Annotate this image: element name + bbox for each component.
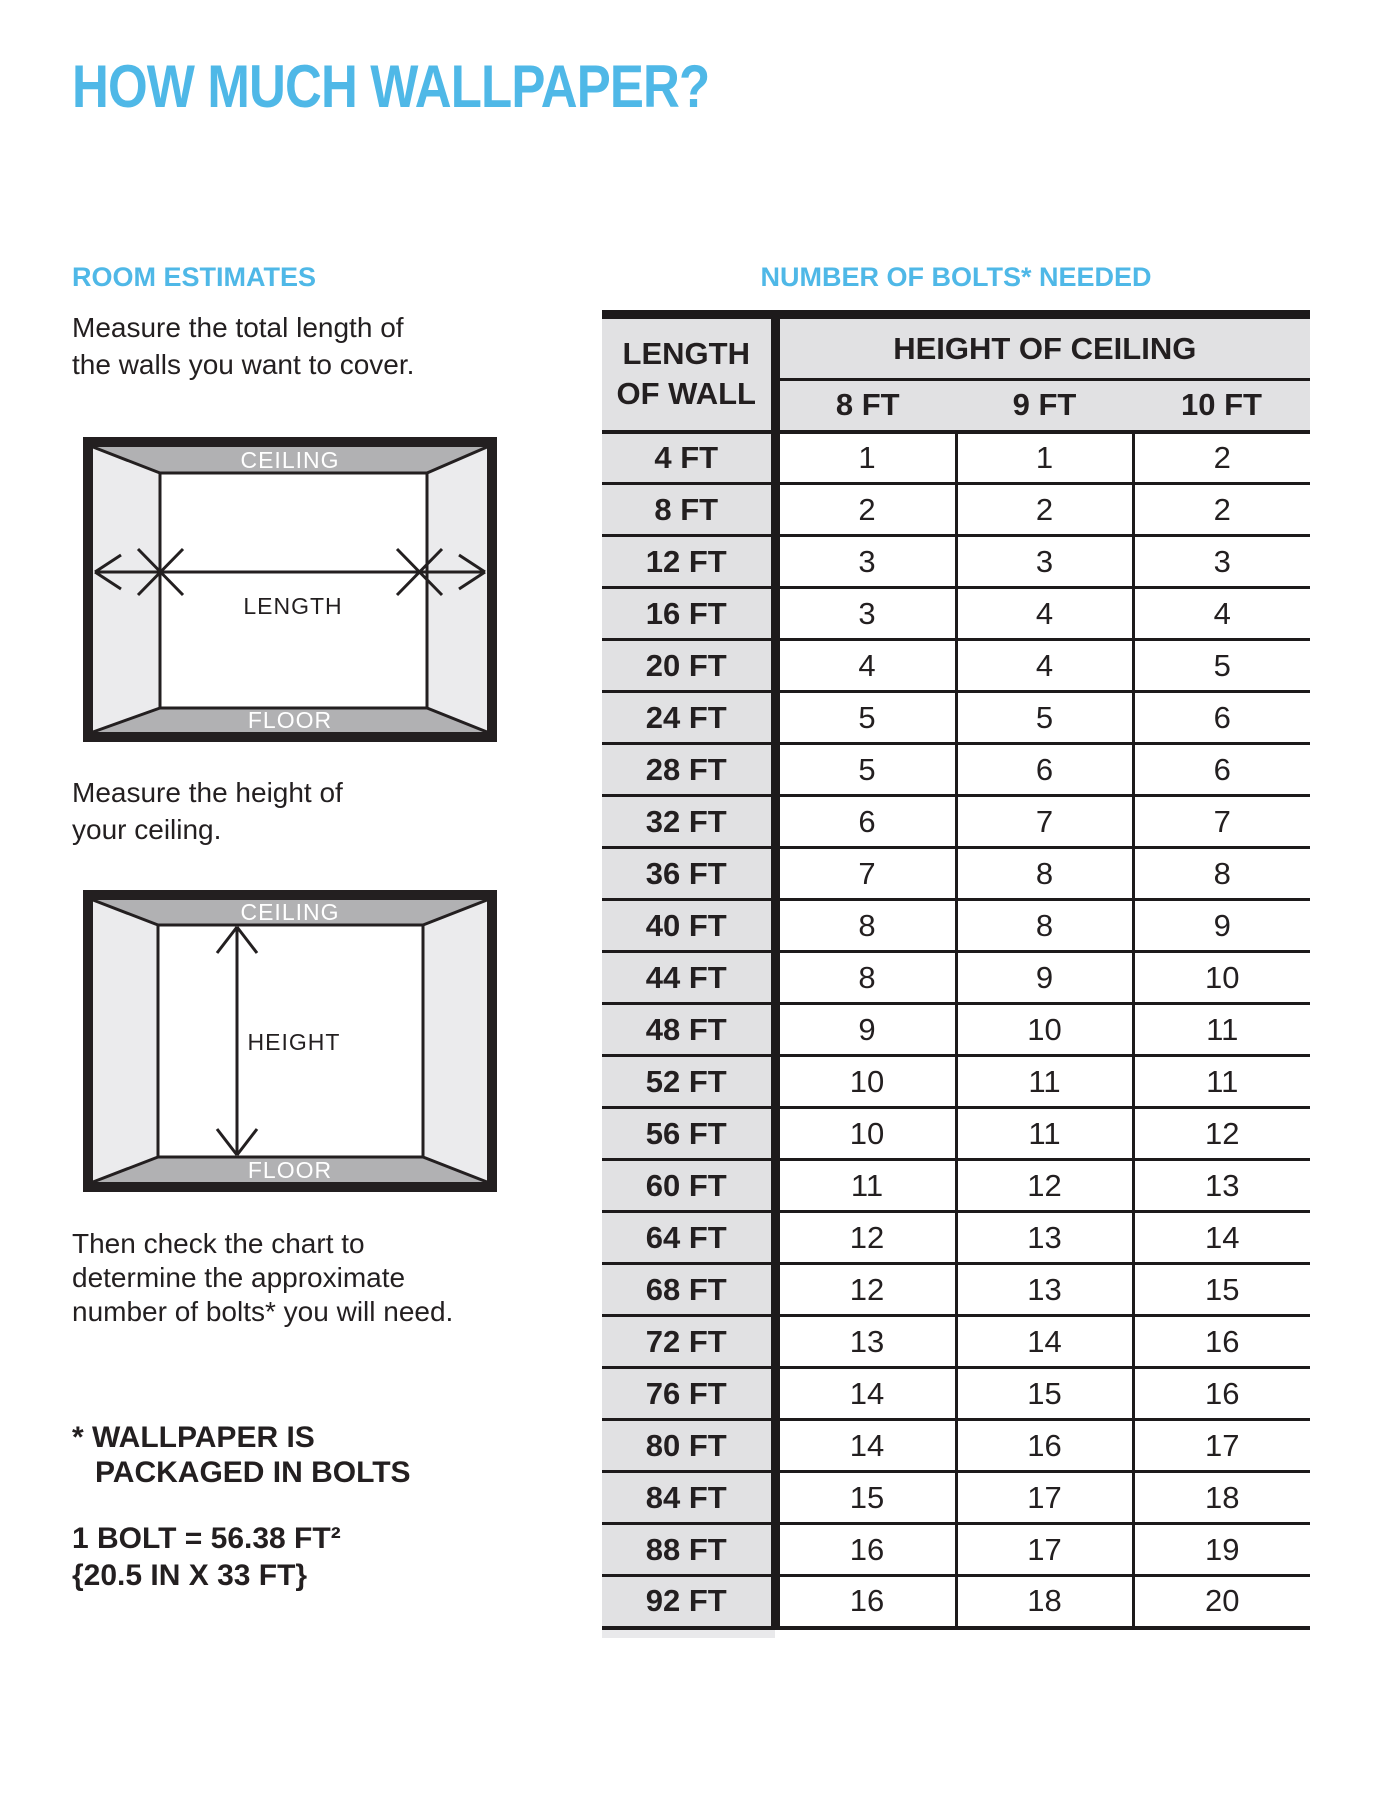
table-row	[602, 796, 1310, 848]
row-length-label: 16 FT	[602, 588, 775, 640]
bolt-count-cell: 9	[1133, 900, 1310, 952]
row-length-label: 68 FT	[602, 1264, 775, 1316]
bolt-count-cell: 13	[956, 1264, 1133, 1316]
bolt-count-cell: 20	[1133, 1576, 1310, 1628]
table-row	[602, 1160, 1310, 1212]
room-height-diagram	[83, 890, 497, 1192]
bolt-count-cell: 14	[775, 1368, 956, 1420]
bolt-count-cell: 8	[1133, 848, 1310, 900]
bolt-count-cell: 4	[1133, 588, 1310, 640]
table-row	[602, 432, 1310, 484]
table-row	[602, 1004, 1310, 1056]
bolt-count-cell: 16	[775, 1576, 956, 1628]
bolt-count-cell: 11	[1133, 1004, 1310, 1056]
back-wall	[160, 473, 427, 708]
bolt-count-cell: 14	[1133, 1212, 1310, 1264]
bolt-count-cell: 18	[956, 1576, 1133, 1628]
bolt-count-cell: 13	[1133, 1160, 1310, 1212]
footnote-line: PACKAGED IN BOLTS	[95, 1456, 411, 1489]
bolt-count-cell: 11	[1133, 1056, 1310, 1108]
bolt-count-cell: 6	[1133, 692, 1310, 744]
row-length-label: 92 FT	[602, 1576, 775, 1628]
bolt-count-cell: 14	[956, 1316, 1133, 1368]
page-title: HOW MUCH WALLPAPER?	[72, 53, 710, 120]
bolt-count-cell: 2	[1133, 432, 1310, 484]
bolt-size-line: 1 BOLT = 56.38 FT²	[72, 1522, 341, 1555]
table-row	[602, 1368, 1310, 1420]
bolt-count-cell: 12	[775, 1264, 956, 1316]
bolt-count-cell: 11	[956, 1056, 1133, 1108]
bolt-count-cell: 1	[775, 432, 956, 484]
bolt-count-cell: 9	[956, 952, 1133, 1004]
bolt-count-cell: 10	[956, 1004, 1133, 1056]
bolt-count-cell: 5	[775, 744, 956, 796]
bolts-needed-heading: NUMBER OF BOLTS* NEEDED	[760, 262, 1152, 292]
instruction-line: Then check the chart to	[72, 1228, 365, 1259]
left-wall	[93, 900, 158, 1182]
table-row	[602, 1316, 1310, 1368]
bolt-size-line: {20.5 IN X 33 FT}	[72, 1559, 308, 1592]
bolt-count-cell: 3	[775, 536, 956, 588]
row-length-label: 44 FT	[602, 952, 775, 1004]
bolt-count-cell: 19	[1133, 1524, 1310, 1576]
right-wall	[423, 900, 487, 1182]
bolt-count-cell: 8	[956, 900, 1133, 952]
bolt-count-cell: 15	[775, 1472, 956, 1524]
bolt-count-cell: 5	[1133, 640, 1310, 692]
table-footer-stub	[602, 1630, 775, 1638]
row-length-label: 12 FT	[602, 536, 775, 588]
bolt-count-cell: 9	[775, 1004, 956, 1056]
bolt-count-cell: 16	[1133, 1316, 1310, 1368]
col-header-10ft: 10 FT	[1133, 380, 1310, 432]
table-row	[602, 640, 1310, 692]
table-row	[602, 900, 1310, 952]
table-row	[602, 744, 1310, 796]
table-row	[602, 1212, 1310, 1264]
row-length-label: 32 FT	[602, 796, 775, 848]
row-length-label: 36 FT	[602, 848, 775, 900]
instruction-line: determine the approximate	[72, 1262, 406, 1293]
row-length-label: 76 FT	[602, 1368, 775, 1420]
bolt-count-cell: 17	[1133, 1420, 1310, 1472]
bolt-count-cell: 4	[775, 640, 956, 692]
row-length-label: 24 FT	[602, 692, 775, 744]
table-row	[602, 1524, 1310, 1576]
table-row	[602, 1056, 1310, 1108]
bolt-count-cell: 10	[1133, 952, 1310, 1004]
instruction-line: the walls you want to cover.	[72, 349, 415, 380]
bolt-count-cell: 12	[956, 1160, 1133, 1212]
bolt-count-cell: 6	[956, 744, 1133, 796]
instruction-step-3	[72, 1227, 453, 1329]
row-length-label: 80 FT	[602, 1420, 775, 1472]
bolt-count-cell: 1	[956, 432, 1133, 484]
length-label: LENGTH	[243, 593, 343, 619]
bolt-count-cell: 15	[956, 1368, 1133, 1420]
bolt-count-cell: 4	[956, 588, 1133, 640]
ceiling-label: CEILING	[240, 899, 340, 925]
bolt-count-cell: 7	[1133, 796, 1310, 848]
bolt-count-cell: 14	[775, 1420, 956, 1472]
instruction-step-1	[72, 309, 414, 383]
bolt-count-cell: 12	[775, 1212, 956, 1264]
row-length-label: 4 FT	[602, 432, 775, 484]
row-length-label: 60 FT	[602, 1160, 775, 1212]
row-length-label: 28 FT	[602, 744, 775, 796]
header-line: OF WALL	[616, 376, 756, 412]
bolt-count-cell: 18	[1133, 1472, 1310, 1524]
bolt-count-cell: 7	[956, 796, 1133, 848]
bolt-size-info	[72, 1520, 341, 1594]
bolt-count-cell: 8	[956, 848, 1133, 900]
bolt-count-cell: 15	[1133, 1264, 1310, 1316]
header-line: LENGTH	[622, 336, 750, 372]
length-of-wall-header	[602, 315, 775, 432]
footnote-line: * WALLPAPER IS	[72, 1421, 315, 1454]
row-length-label: 64 FT	[602, 1212, 775, 1264]
bolt-count-cell: 10	[775, 1056, 956, 1108]
table-row	[602, 588, 1310, 640]
instruction-step-2	[72, 774, 343, 848]
table-row	[602, 1576, 1310, 1628]
table-header-row-1	[602, 315, 1310, 380]
table-row	[602, 484, 1310, 536]
bolt-count-cell: 8	[775, 952, 956, 1004]
bolt-count-cell: 3	[1133, 536, 1310, 588]
row-length-label: 8 FT	[602, 484, 775, 536]
table-row	[602, 1472, 1310, 1524]
bolt-table	[602, 310, 1310, 1630]
instruction-line: Measure the total length of	[72, 312, 404, 343]
ceiling-label: CEILING	[240, 447, 340, 473]
bolt-count-cell: 6	[1133, 744, 1310, 796]
instruction-line: number of bolts* you will need.	[72, 1296, 454, 1327]
col-header-8ft: 8 FT	[775, 380, 956, 432]
bolt-count-cell: 2	[956, 484, 1133, 536]
height-of-ceiling-header: HEIGHT OF CEILING	[775, 315, 1310, 380]
table-row	[602, 1264, 1310, 1316]
table-row	[602, 692, 1310, 744]
row-length-label: 20 FT	[602, 640, 775, 692]
row-length-label: 88 FT	[602, 1524, 775, 1576]
row-length-label: 72 FT	[602, 1316, 775, 1368]
table-row	[602, 1108, 1310, 1160]
bolt-count-cell: 6	[775, 796, 956, 848]
instruction-line: your ceiling.	[72, 814, 222, 845]
bolt-count-cell: 13	[956, 1212, 1133, 1264]
bolt-count-cell: 3	[956, 536, 1133, 588]
bolt-count-cell: 16	[956, 1420, 1133, 1472]
bolt-count-cell: 16	[1133, 1368, 1310, 1420]
table-row	[602, 536, 1310, 588]
table-row	[602, 1420, 1310, 1472]
bolt-count-cell: 7	[775, 848, 956, 900]
bolt-count-cell: 16	[775, 1524, 956, 1576]
row-length-label: 40 FT	[602, 900, 775, 952]
bolt-count-cell: 2	[1133, 484, 1310, 536]
bolt-count-cell: 5	[956, 692, 1133, 744]
bolt-count-cell: 10	[775, 1108, 956, 1160]
bolt-count-cell: 5	[775, 692, 956, 744]
instruction-line: Measure the height of	[72, 777, 343, 808]
bolt-table-container	[602, 310, 1310, 1638]
room-estimates-heading: ROOM ESTIMATES	[72, 262, 317, 292]
table-row	[602, 848, 1310, 900]
bolt-count-cell: 11	[775, 1160, 956, 1212]
bolt-count-cell: 12	[1133, 1108, 1310, 1160]
row-length-label: 52 FT	[602, 1056, 775, 1108]
row-length-label: 56 FT	[602, 1108, 775, 1160]
floor-label: FLOOR	[247, 1157, 333, 1183]
bolt-count-cell: 2	[775, 484, 956, 536]
floor-label: FLOOR	[247, 707, 333, 733]
bolt-table-body	[602, 432, 1310, 1628]
bolt-count-cell: 11	[956, 1108, 1133, 1160]
table-row	[602, 952, 1310, 1004]
bolt-count-cell: 8	[775, 900, 956, 952]
bolt-count-cell: 17	[956, 1524, 1133, 1576]
bolt-count-cell: 4	[956, 640, 1133, 692]
height-label: HEIGHT	[247, 1029, 341, 1055]
left-wall	[93, 447, 160, 732]
room-length-diagram	[83, 437, 497, 742]
col-header-9ft: 9 FT	[956, 380, 1133, 432]
bolt-count-cell: 13	[775, 1316, 956, 1368]
wallpaper-bolts-footnote	[72, 1420, 411, 1490]
bolt-count-cell: 17	[956, 1472, 1133, 1524]
row-length-label: 48 FT	[602, 1004, 775, 1056]
bolt-count-cell: 3	[775, 588, 956, 640]
row-length-label: 84 FT	[602, 1472, 775, 1524]
